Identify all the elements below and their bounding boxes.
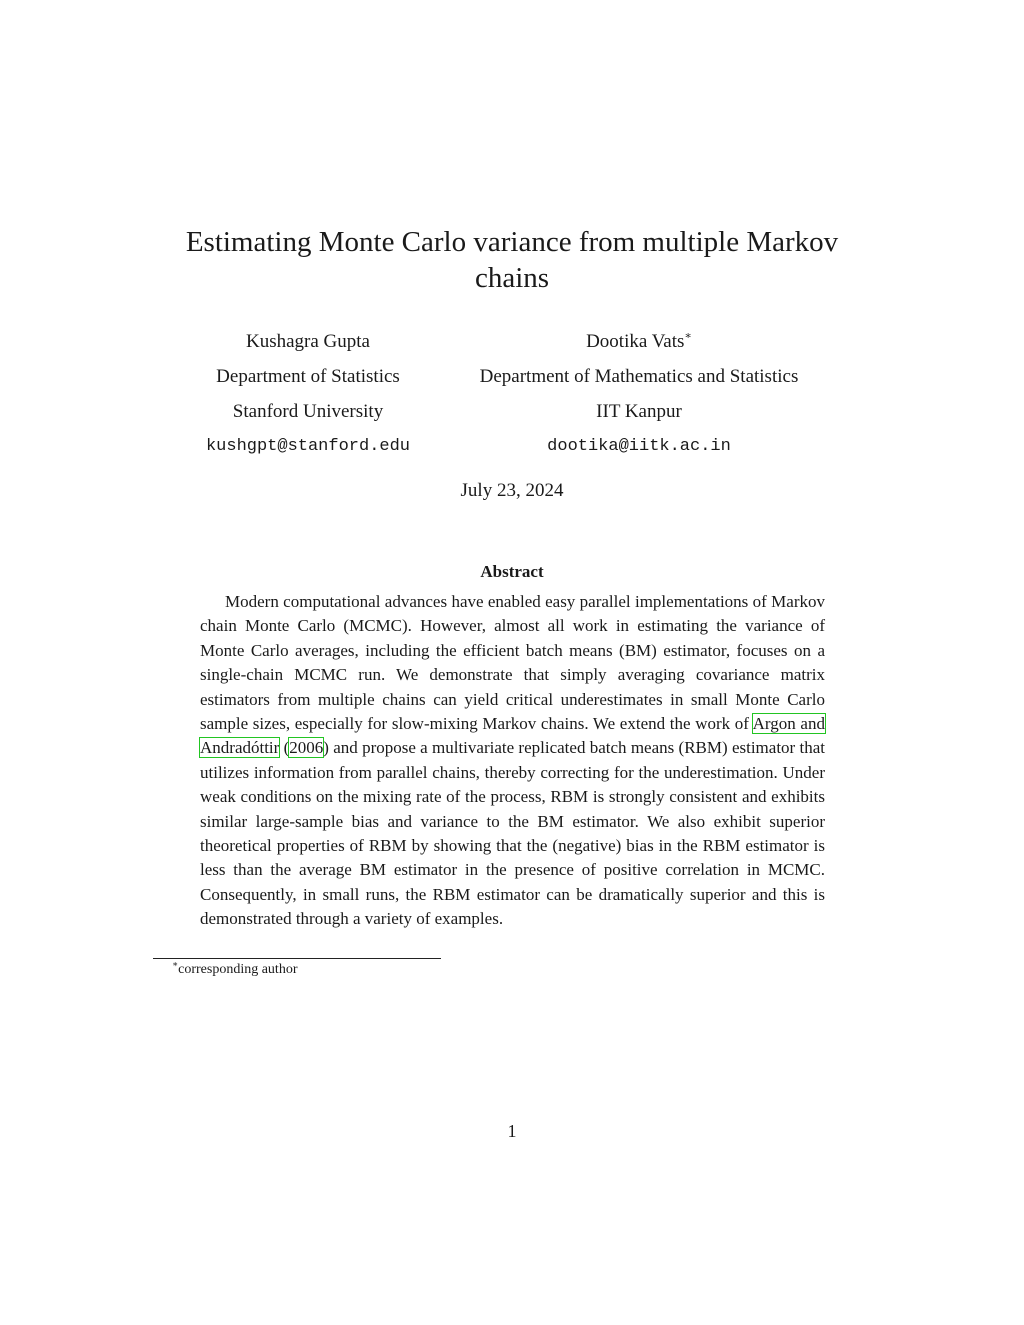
footnote-mark: ∗ bbox=[172, 959, 179, 969]
author-name: Kushagra Gupta bbox=[246, 331, 370, 352]
footnote-mark[interactable]: ∗ bbox=[684, 330, 692, 342]
citation-close-paren: ) bbox=[323, 738, 329, 758]
abstract-heading: Abstract bbox=[480, 562, 544, 581]
author-name: Dootika Vats∗ bbox=[586, 330, 692, 352]
author-email: dootika@iitk.ac.in bbox=[547, 437, 731, 456]
citation-link-authors[interactable]: Argon and Andradóttir bbox=[200, 714, 825, 758]
author-department: Department of Mathematics and Statistics bbox=[479, 366, 799, 387]
footnote bbox=[172, 959, 572, 978]
author-department: Department of Statistics bbox=[216, 366, 400, 387]
author-email: kushgpt@stanford.edu bbox=[205, 437, 411, 456]
citation-link-year[interactable]: 2006 bbox=[289, 738, 324, 758]
footnote-divider bbox=[153, 958, 441, 959]
publication-date: July 23, 2024 bbox=[460, 480, 564, 501]
citation-open-paren: ( bbox=[279, 738, 290, 758]
page-number: 1 bbox=[507, 1121, 517, 1141]
abstract-text-after: and propose a multivariate replicated batch means (RBM) estimator that utilizes information from parallel chains, thereby correcting for the underestimation. Under weak conditions on the mixing rate of the process, RBM is strongly consistent and exhibits similar large-sample bias and variance to the BM estimator. We also exhibit superior theoretical properties of RBM by showing that the (negative) bias in the RBM estimator is less than the average BM estimator in the presence of positive correlation in MCMC. Consequently, in small runs, the RBM estimator can be dramatically superior and this is demonstrated through a variety of examples. bbox=[200, 738, 825, 929]
author-institution: IIT Kanpur bbox=[596, 401, 682, 422]
author-block bbox=[193, 330, 423, 470]
author-institution: Stanford University bbox=[232, 401, 384, 422]
footnote-text: corresponding author bbox=[178, 962, 298, 977]
abstract-body bbox=[200, 590, 825, 932]
paper-title: Estimating Monte Carlo variance from multiple Markov chains bbox=[185, 226, 839, 294]
author-block bbox=[448, 330, 830, 470]
abstract-text-before: Modern computational advances have enabled easy parallel implementations of Markov chain Monte Carlo (MCMC). However, almost all work in estimating the variance of Monte Carlo averages, including the efficient batch means (BM) estimator, focuses on a single-chain MCMC run. We demonstrate that simply averaging covariance matrix estimators from multiple chains can yield critical underestimates in small Monte Carlo sample sizes, especially for slow-mixing Markov chains. We extend the work of bbox=[200, 592, 825, 734]
